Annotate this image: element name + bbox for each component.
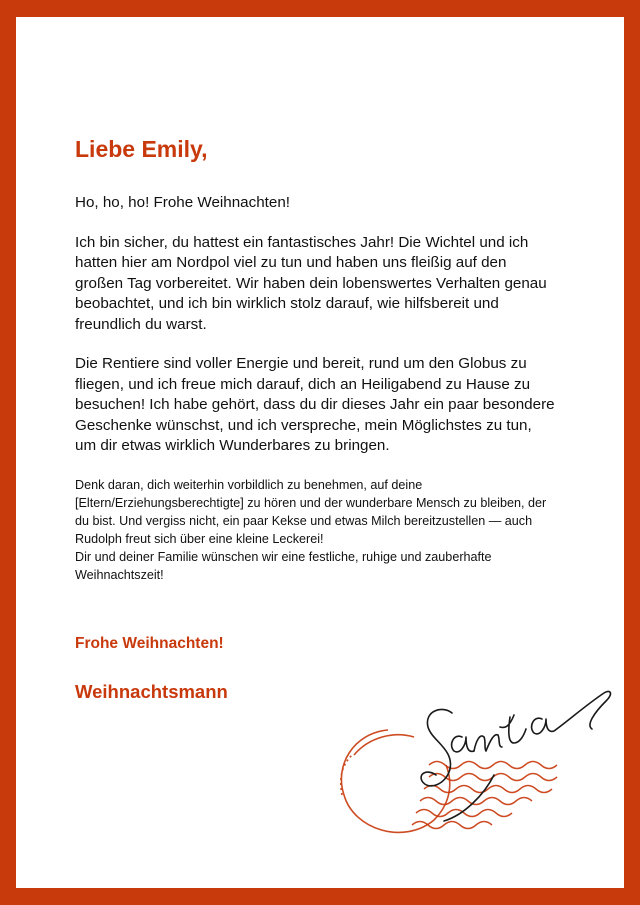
letter-body xyxy=(75,135,555,584)
postmark-icon xyxy=(341,730,450,832)
santa-signature-stamp xyxy=(324,645,624,865)
letter-paragraph-3a: Denk daran, dich weiterhin vorbildlich zu benehmen, auf deine [Eltern/Erziehungsberechtigte] zu hören und der wunderbare Mensch zu bleiben, der du bist. Und vergiss nicht, ein paar Kekse und etwas Milch bereitzustellen — auch Rudolph freut sich über eine kleine Leckerei! xyxy=(75,477,547,546)
letter-paragraph-1: Ich bin sicher, du hattest ein fantastisches Jahr! Die Wichtel und ich hatten hier am Nordpol viel zu tun und haben uns fleißig auf den großen Tag vorbereitet. Wir haben dein lobenswertes Verhalten genau beobachtet, und ich bin wirklich stolz darauf, wie hilfsbereit und freundlich du warst. xyxy=(75,233,547,333)
letter-signer: Weihnachtsmann xyxy=(75,681,228,702)
letter-closing: Frohe Weihnachten! xyxy=(75,635,224,652)
cancellation-lines-icon xyxy=(412,762,557,829)
letter-paragraph-2: Die Rentiere sind voller Energie und bereit, rund um den Globus zu fliegen, und ich freue mich darauf, dich an Heiligabend zu Hause zu besuchen! Ich habe gehört, dass du dir dieses Jahr ein paar besondere Geschenke wünschst, und ich verspreche, mein Möglichstes zu tun, um dir etwas wirklich Wunderbares zu bringen. xyxy=(75,355,555,454)
letter-greeting: Liebe Emily, xyxy=(75,136,208,162)
letter-paragraph-3b: Dir und deiner Familie wünschen wir eine festliche, ruhige und zauberhafte Weihnachtszeit! xyxy=(75,549,492,582)
letter-intro: Ho, ho, ho! Frohe Weihnachten! xyxy=(75,194,291,211)
